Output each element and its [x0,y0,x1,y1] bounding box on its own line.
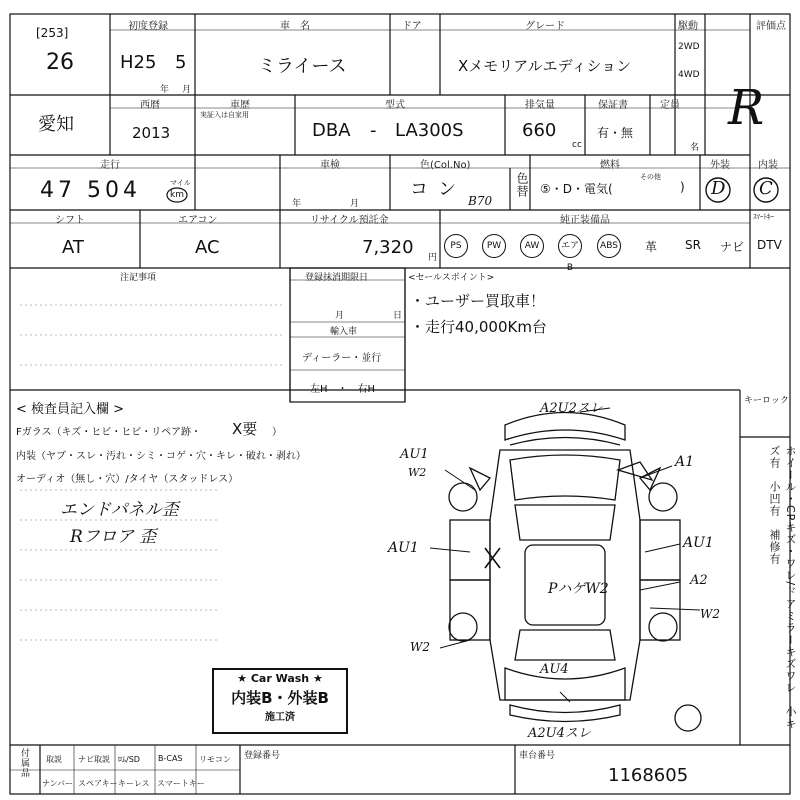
first-reg-label: 初度登録 [128,21,168,32]
capacity-unit: 名 [690,143,700,153]
car-history-sub: 実証入は自家用 [200,111,249,119]
fuel: ⑤・D・電気( [540,182,613,196]
handwritten-note-2: Rフロア 歪 [70,527,157,547]
glass-close: ） [272,427,282,438]
right-vertical-text: ホイール・CPキズ・ワレ/ドアミラーキズワレ 小キズ有 小凹有 補修有 [768,445,797,731]
color-label: 色(Col.No) [420,160,471,171]
attach-keyless: キーレス [118,779,150,788]
mark-rear-bumper: A2U4スレ [528,726,591,741]
handwritten-note-1: エンドパネル歪 [60,500,179,520]
interior-grade: C [759,178,773,199]
audio-line: オーディオ（無し・穴）/タイヤ（スタッドレス） [16,474,239,485]
model-label: 型式 [385,100,405,111]
car-history-label: 車歴 [230,100,250,111]
fuel-label: 燃料 [600,160,620,171]
exterior-grade: D [711,178,726,199]
selling-label: <セールスポイント> [408,273,495,283]
displacement: 660 [522,120,557,141]
attach-bcas: B-CAS [158,754,183,763]
lot-bracket: [253] [36,26,69,40]
fuel-close: ) [680,180,685,194]
chassis-label: 車台番号 [519,751,556,761]
model-code: LA300S [395,120,464,141]
equip-navi: ナビ [720,240,745,254]
inspection-label: 車検 [320,160,340,171]
mileage-label: 走行 [100,160,120,171]
selling-point-2: ・走行40,000Km台 [410,318,547,336]
equip-pw: PW [482,234,506,258]
drive-label: 駆動 [678,21,698,32]
ac-value: AC [195,237,220,258]
mark-left-front-fender: AU1 [400,447,429,462]
mark-right-rear-w2: W2 [700,607,720,621]
month-mark: 月 [182,85,192,95]
color-change-label: 色替 [515,172,529,198]
equip-airbag: エアB [558,234,582,258]
mark-left-rear-w2: W2 [410,640,430,654]
drive-4wd: 4WD [678,70,700,80]
recycle-yen: 円 [428,253,438,263]
car-name: ミライース [258,56,347,77]
mileage-unit: km [170,190,184,200]
import-label: 輸入車 [330,327,358,337]
seireki-label: 西暦 [140,100,160,111]
ac-label: エアコン [178,215,218,226]
attach-remote: リモコン [199,755,231,764]
attach-plate: ナンバー [42,779,74,788]
equip-aw: AW [520,234,544,258]
car-wash-title: ★ Car Wash ★ [237,672,323,685]
inspection-year: 年 [292,199,302,209]
dealer-parallel: ディーラー・並行 [302,353,382,364]
attachments-label: 付属品 [19,748,29,778]
attach-nav-manual: ナビ取説 [78,755,110,764]
car-wash-stamp [212,668,348,734]
first-reg-month: 5 [175,52,187,73]
color-value: コン [410,179,466,200]
mileage: 47 504 [40,178,141,203]
year-value: 2013 [132,124,171,142]
mile-tag: マイル [170,179,191,187]
keyless-label: ｽﾏｰﾄｷｰ [753,213,774,221]
warranty: 有・無 [597,126,634,140]
mark-right-front-fender: A1 [675,454,695,470]
color-code: B70 [468,194,493,208]
equip-dtv: DTV [757,238,782,252]
equipment-label: 純正装備品 [560,215,610,226]
door-label: ドア [402,21,422,32]
mark-roof: PハゲW2 [548,581,609,597]
reg-deadline-label: 登録抹消期限日 [305,273,369,283]
equip-abs: ABS [597,234,621,258]
equip-ps: PS [444,234,468,258]
equip-leather: 革 [645,240,658,254]
inspection-month: 月 [350,199,360,209]
model-prefix: DBA [312,120,351,141]
drive-2wd: 2WD [678,42,700,52]
selling-point-1: ・ユーザー買取車！ [410,292,546,310]
mark-left-front-door: AU1 [388,540,419,556]
shift-label: シフト [55,215,85,226]
displacement-label: 排気量 [525,100,555,111]
attach-smart-key: スマートキー [157,779,205,788]
grade: Xメモリアルエディション [458,57,632,75]
fuel-other: その他 [640,173,661,181]
glass-mark: X要 [232,420,258,438]
equip-sr: SR [685,238,701,252]
score-label: 評価点 [756,21,786,32]
capacity-label: 定員 [660,100,680,111]
notes-label: 注記事項 [120,273,157,283]
first-reg-era: H25 [120,52,157,73]
chassis-number: 1168605 [608,765,689,786]
handle-side: 左H ・ 右H [310,384,376,395]
shift-value: AT [62,237,84,258]
lot-number: 26 [46,50,74,75]
mark-right-front-door: AU1 [683,535,714,551]
grade-label: グレード [525,21,565,32]
attach-rom-sd: ﾛﾑ/SD [118,755,140,764]
car-name-label: 車 名 [280,21,310,32]
cc-unit: cc [572,140,582,150]
recycle-value: 7,320 [362,237,414,258]
model-dash: - [370,120,377,141]
reg-no-label: 登録番号 [244,751,281,761]
attach-manual: 取説 [46,755,62,764]
mark-right-rear-door: A2 [690,573,708,588]
glass-line: Fガラス（キズ・ヒビ・ヒビ・リペア跡・ [16,427,202,438]
car-wash-done: 施工済 [265,712,295,723]
year-mark: 年 [160,85,170,95]
exterior-label: 外装 [710,160,730,171]
warranty-label: 保証書 [598,100,628,111]
attach-spare-key: スペアキー [78,779,118,788]
inspector-title: < 検査員記入欄 > [16,402,125,417]
mark-left-front-w2: W2 [408,466,427,479]
interior-line: 内装（ヤブ・スレ・汚れ・シミ・コゲ・穴・キレ・破れ・剥れ） [16,451,306,462]
interior-label: 内装 [758,160,778,171]
region: 愛知 [38,114,74,135]
mark-front-bumper: A2U2スレ [540,401,603,416]
deadline-month: 月 [335,311,345,321]
mark-rear-panel: AU4 [540,662,569,677]
recycle-label: リサイクル預託金 [310,215,389,226]
score-value: R [728,80,765,136]
car-wash-grades: 内装B・外装B [231,689,329,707]
deadline-day: 日 [393,311,403,321]
key-lock-label: キーロック [744,396,789,406]
